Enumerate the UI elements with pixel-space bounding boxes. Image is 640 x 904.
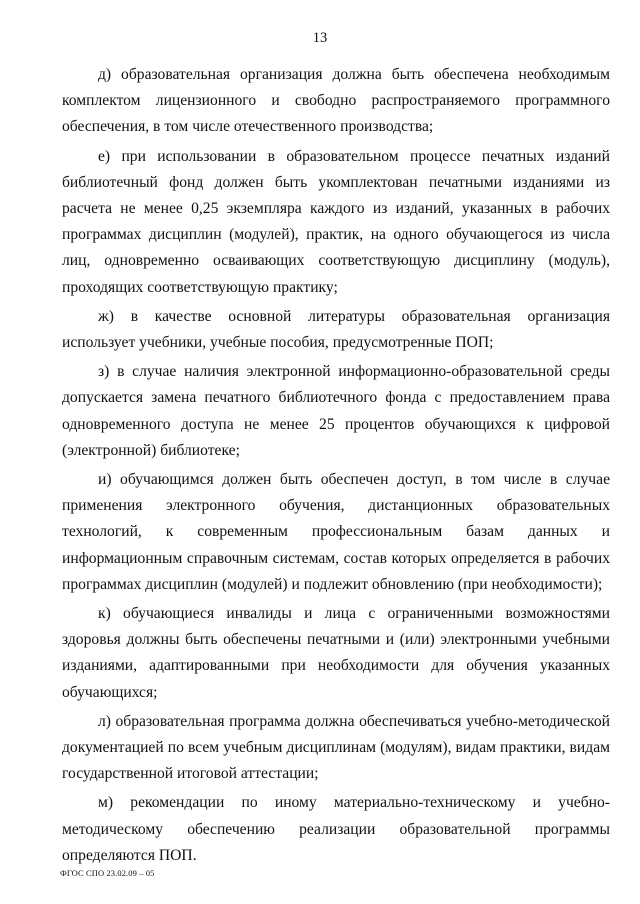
paragraph-m: м) рекомендации по иному материально-техническому и учебно-методическому обеспечению реализации образовательной программы определяются ПОП. [62,794,610,864]
paragraph-zh: ж) в качестве основной литературы образовательная организация использует учебники, учебные пособия, предусмотренные ПОП; [62,307,610,352]
document-body [62,62,610,872]
paragraph-z: з) в случае наличия электронной информационно-образовательной среды допускается замена печатного библиотечного фонда с предоставлением права одновременного доступа не менее 25 процентов обучающихся к цифровой (электронной) библиотеке; [62,363,610,459]
paragraph-l: л) образовательная программа должна обеспечиваться учебно-методической документацией по всем учебным дисциплинам (модулям), видам практики, видам государственной итоговой аттестации; [62,712,610,783]
paragraph-e: е) при использовании в образовательном процессе печатных изданий библиотечный фонд должен быть укомплектован печатными изданиями из расчета не менее 0,25 экземпляра каждого из изданий, указанных в рабочих программах дисциплин (модулей), практик, на одного обучающегося из числа лиц, одновременно осваивающих соответствующую дисциплину (модуль), проходящих соответствующую практику; [62,147,610,296]
paragraph-i: и) обучающимся должен быть обеспечен доступ, в том числе в случае применения электронного обучения, дистанционных образовательных технологий, к современным профессиональным базам данных и информационным справочным системам, состав которых определяется в рабочих программах дисциплин (модулей) и подлежит обновлению (при необходимости); [62,471,610,593]
page-number: 13 [312,30,328,46]
paragraph-d: д) образовательная организация должна быть обеспечена необходимым комплектом лицензионного и свободно распространяемого программного обеспечения, в том числе отечественного производства; [62,66,610,136]
paragraph-k: к) обучающиеся инвалиды и лица с ограниченными возможностями здоровья должны быть обеспечены печатными и (или) электронными учебными изданиями, адаптированными при необходимости для обучения указанных обучающихся; [62,605,610,701]
document-footer: ФГОС СПО 23.02.09 – 05 [60,868,155,878]
